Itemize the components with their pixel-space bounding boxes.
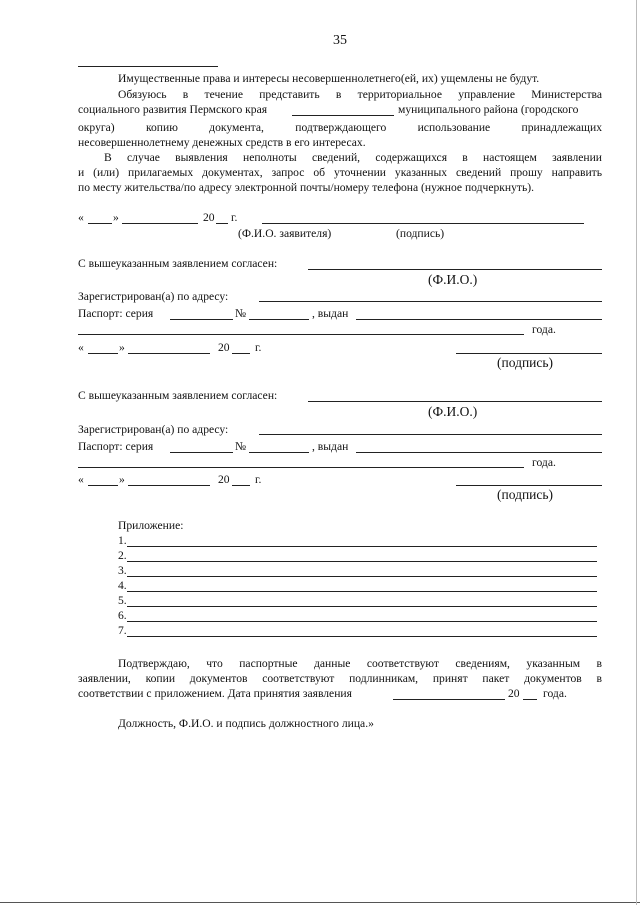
consent-day-blank-2[interactable] (88, 485, 118, 486)
consent-signature-caption-1: (подпись) (497, 355, 554, 370)
consent-year-blank-2[interactable] (232, 485, 250, 486)
attachment-number: 7. (118, 624, 127, 637)
attachment-line[interactable] (127, 636, 597, 637)
page-bottom-edge (0, 902, 640, 903)
obligation-line-3: округа) копию документа, подтверждающего использование принадлежащих (78, 121, 602, 134)
attachment-line[interactable] (127, 621, 597, 622)
year-label-1: года. (532, 323, 556, 336)
attachment-number: 4. (118, 579, 127, 592)
consent-year-blank-1[interactable] (232, 353, 250, 354)
attachment-line[interactable] (127, 606, 597, 607)
passport-number-blank-2[interactable] (249, 452, 309, 453)
obligation-line-2a: социального развития Пермского края (78, 103, 268, 116)
attachments-title: Приложение: (118, 519, 184, 532)
issued-label-2: , выдан (312, 440, 349, 453)
confirm-line-3a: соответствии с приложением. Дата принятия заявления (78, 687, 352, 700)
consent-signature-caption-2: (подпись) (497, 487, 554, 502)
date-quote-open: « (78, 211, 84, 224)
year-suffix: г. (231, 211, 238, 224)
consent-fio-blank-2[interactable] (308, 401, 602, 402)
consent-signature-blank-2[interactable] (456, 485, 602, 486)
applicant-signature-caption: (подпись) (396, 227, 445, 240)
issued-by-blank-1[interactable] (356, 319, 602, 320)
obligation-line-1: Обязуюсь в течение представить в территориальное управление Министерства (118, 88, 602, 101)
confirm-line-3b: года. (543, 687, 567, 700)
confirm-line-1: Подтверждаю, что паспортные данные соответствуют сведениям, указанным в (118, 657, 602, 670)
confirm-line-2: заявлении, копии документов соответствуют подлинникам, принят пакет документов в (78, 672, 602, 685)
passport-series-blank-1[interactable] (170, 319, 233, 320)
obligation-line-2b: муниципального района (городского (398, 103, 579, 116)
consent-day-blank-1[interactable] (88, 353, 118, 354)
passport-label-1: Паспорт: серия (78, 307, 154, 320)
acceptance-year-prefix: 20 (508, 687, 520, 700)
month-blank[interactable] (122, 223, 198, 224)
consent-date-quote-close-1: » (119, 341, 125, 354)
passport-series-blank-2[interactable] (170, 452, 233, 453)
incomplete-info-line-1: В случае выявления неполноты сведений, содержащихся в настоящем заявлении (104, 151, 602, 164)
day-blank[interactable] (88, 223, 112, 224)
consent-date-quote-close-2: » (119, 473, 125, 486)
footnote-separator (78, 66, 218, 67)
consent-month-blank-1[interactable] (128, 353, 210, 354)
consent-month-blank-2[interactable] (128, 485, 210, 486)
issued-by-blank-2[interactable] (356, 452, 602, 453)
attachment-line[interactable] (127, 546, 597, 547)
consent-fio-blank-1[interactable] (308, 269, 602, 270)
consent-year-suffix-1: г. (255, 341, 262, 354)
consent-year-suffix-2: г. (255, 473, 262, 486)
issued-by-continued-1[interactable] (78, 334, 524, 335)
registered-label-1: Зарегистрирован(а) по адресу: (78, 290, 229, 303)
address-blank-2[interactable] (259, 434, 602, 435)
page-number: 35 (333, 33, 347, 48)
consent-date-quote-open-1: « (78, 341, 84, 354)
consent-label-1: С вышеуказанным заявлением согласен: (78, 257, 278, 270)
incomplete-info-line-3: по месту жительства/по адресу электронной почты/номеру телефона (нужное подчеркнуть). (78, 181, 535, 194)
rights-statement: Имущественные права и интересы несовершеннолетнего(ей, их) ущемлены не будут. (118, 72, 540, 85)
consent-signature-blank-1[interactable] (456, 353, 602, 354)
date-quote-close: » (113, 211, 119, 224)
address-blank-1[interactable] (259, 301, 602, 302)
acceptance-date-blank[interactable] (393, 699, 505, 700)
applicant-caption: (Ф.И.О. заявителя) (238, 227, 332, 240)
year-label-2: года. (532, 456, 556, 469)
consent-year-prefix-2: 20 (218, 473, 230, 486)
official-signature-label: Должность, Ф.И.О. и подпись должностного лица.» (118, 717, 374, 730)
obligation-line-4: несовершеннолетнему денежных средств в его интересах. (78, 136, 366, 149)
issued-label-1: , выдан (312, 307, 349, 320)
number-sign-2: № (235, 440, 247, 453)
district-blank[interactable] (292, 115, 394, 116)
attachment-number: 3. (118, 564, 127, 577)
attachment-number: 1. (118, 534, 127, 547)
registered-label-2: Зарегистрирован(а) по адресу: (78, 423, 229, 436)
passport-label-2: Паспорт: серия (78, 440, 154, 453)
number-sign-1: № (235, 307, 247, 320)
attachment-number: 2. (118, 549, 127, 562)
attachment-line[interactable] (127, 576, 597, 577)
fio-caption-2: (Ф.И.О.) (428, 404, 478, 419)
passport-number-blank-1[interactable] (249, 319, 309, 320)
applicant-signature-blank[interactable] (262, 223, 584, 224)
year-blank[interactable] (216, 223, 228, 224)
acceptance-year-blank[interactable] (523, 699, 537, 700)
attachment-line[interactable] (127, 561, 597, 562)
incomplete-info-line-2: и (или) прилагаемых документах, запрос об уточнении указанных сведений прошу направить (78, 166, 602, 179)
consent-year-prefix-1: 20 (218, 341, 230, 354)
attachment-number: 6. (118, 609, 127, 622)
page-right-edge (636, 0, 637, 905)
year-prefix: 20 (203, 211, 215, 224)
attachment-line[interactable] (127, 591, 597, 592)
consent-label-2: С вышеуказанным заявлением согласен: (78, 389, 278, 402)
fio-caption-1: (Ф.И.О.) (428, 272, 478, 287)
attachment-number: 5. (118, 594, 127, 607)
consent-date-quote-open-2: « (78, 473, 84, 486)
issued-by-continued-2[interactable] (78, 467, 524, 468)
